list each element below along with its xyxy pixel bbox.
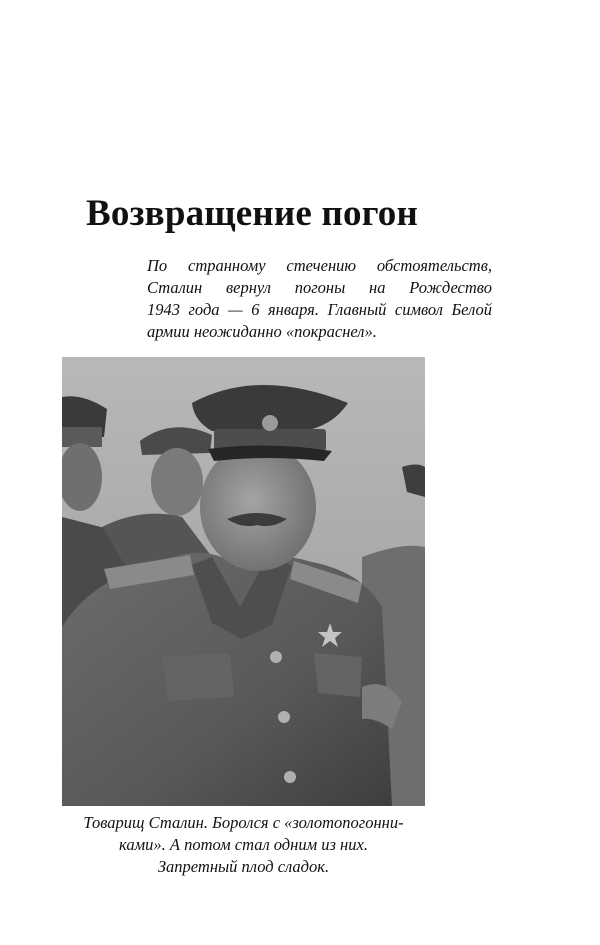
chapter-title: Возвращение погон [86,193,418,234]
epigraph-line: По странному стечению обстоятельств, [147,256,492,275]
epigraph [147,255,492,343]
epigraph-line: армии неожиданно «покраснел». [147,322,377,341]
photograph [62,357,425,806]
caption-line: ками». А потом стал одним из них. [119,835,368,854]
epigraph-line: 1943 года — 6 января. Главный символ Белой [147,300,492,319]
caption-line: Товарищ Сталин. Боролся с «золотопогонни- [83,813,404,832]
photo-caption [62,812,425,878]
epigraph-line: Сталин вернул погоны на Рождество [147,278,492,297]
caption-line: Запретный плод сладок. [157,857,330,876]
